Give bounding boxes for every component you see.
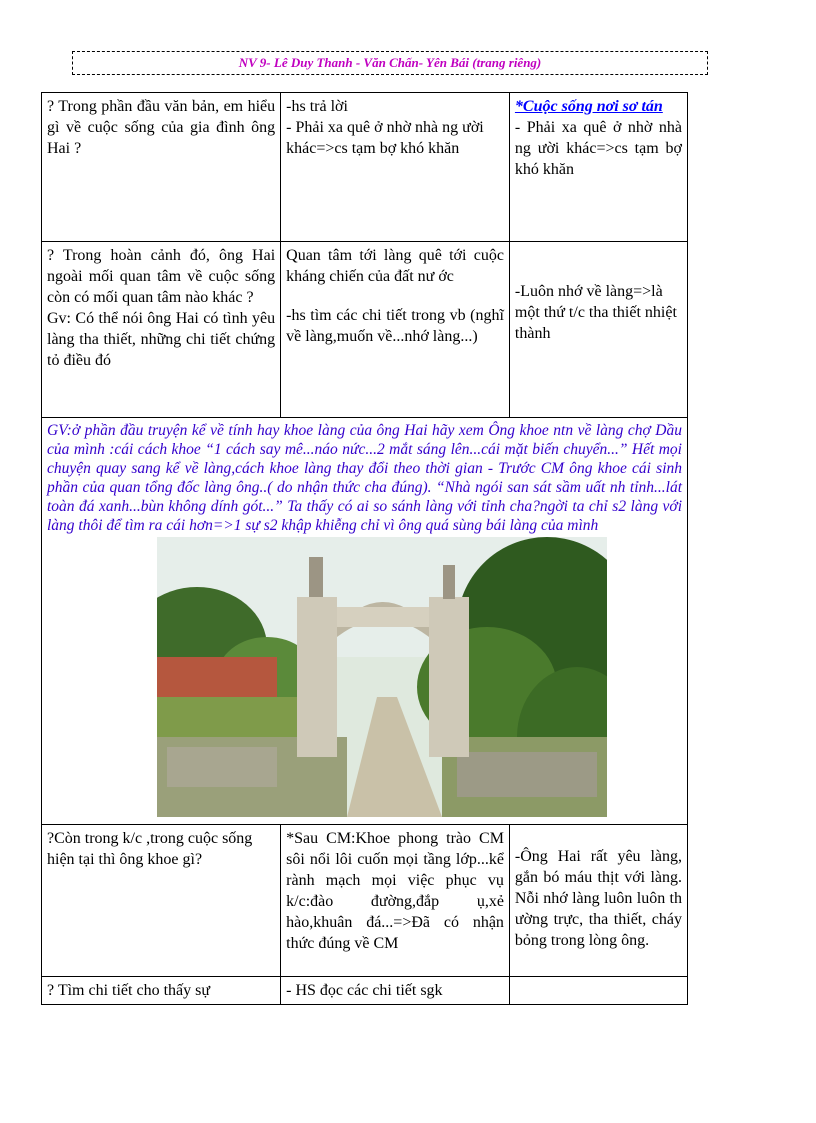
question-cell: ? Trong hoàn cảnh đó, ông Hai ngoài mối quan tâm về cuộc sống còn có mối quan tâm nào khác ? Gv: Có thể nói ông Hai có tình yêu làng tha thiết, những chi tiết chứng tỏ điều đó: [42, 242, 281, 418]
note-cell: [509, 977, 687, 1005]
table-row: [42, 93, 688, 242]
note-cell: -Luôn nhớ về làng=>là một thứ t/c tha thiết nhiệt thành: [509, 242, 687, 418]
student-cell: -hs trả lời - Phải xa quê ở nhờ nhà ng ười khác=>cs tạm bợ khó khăn: [281, 93, 510, 242]
note-cell: -Ông Hai rất yêu làng, gắn bó máu thịt với làng. Nỗi nhớ làng luôn luôn th ường trực, tha thiết, cháy bỏng trong lòng ông.: [509, 825, 687, 977]
page-header: NV 9- Lê Duy Thanh - Văn Chấn- Yên Bái (trang riêng): [72, 51, 708, 75]
table-row: [42, 242, 688, 418]
question-cell: ? Trong phần đầu văn bản, em hiểu gì về cuộc sống của gia đình ông Hai ?: [42, 93, 281, 242]
table-row: [42, 418, 688, 825]
student-cell: Quan tâm tới làng quê tới cuộc kháng chiến của đất nư ớc -hs tìm các chi tiết trong vb (nghĩ về làng,muốn về...nhớ làng...): [281, 242, 510, 418]
section-heading: *Cuộc sống nơi sơ tán: [514, 98, 663, 115]
village-gate-photo: [157, 537, 607, 817]
question-cell: ?Còn trong k/c ,trong cuộc sống hiện tại thì ông khoe gì?: [42, 825, 281, 977]
lesson-table: [41, 92, 688, 1005]
student-cell: - HS đọc các chi tiết sgk: [281, 977, 510, 1005]
teacher-note-cell: [42, 418, 688, 825]
question-cell: ? Tìm chi tiết cho thấy sự: [42, 977, 281, 1005]
teacher-note: GV:ở phần đầu truyện kể về tính hay khoe làng của ông Hai hãy xem Ông khoe ntn về làng chợ Dầu của mình :cái cách khoe “1 cách say mê...náo nức...2 mắt sáng lên...cái mặt biến chuyển...” Hết mọi chuyện quay sang kể về làng,cách khoe làng thay đổi theo thời gian - Trước CM ông khoe cái sinh phần của quan tổng đốc làng ông..( do nhận thức cha đúng). “Nhà ngói san sát sầm uất nh tỉnh...lát toàn đá xanh...bùn không dính gót...” Ta thấy có ai so sánh làng với tỉnh cha?ngời ta chỉ s2 làng với làng thôi để tìm ra cái hơn=>1 sự s2 khập khiễng chỉ vì ông quá sùng bái làng của mình: [47, 422, 682, 534]
table-row: [42, 977, 688, 1005]
note-cell: *Cuộc sống nơi sơ tán - Phải xa quê ở nhờ nhà ng ười khác=>cs tạm bợ khó khăn: [509, 93, 687, 242]
student-cell: *Sau CM:Khoe phong trào CM sôi nổi lôi cuốn mọi tầng lớp...kể rành mạch mọi việc phục vụ k/c:đào đường,đắp ụ,xẻ hào,khuân đá...=>Đã có nhận thức đúng về CM: [281, 825, 510, 977]
table-row: [42, 825, 688, 977]
